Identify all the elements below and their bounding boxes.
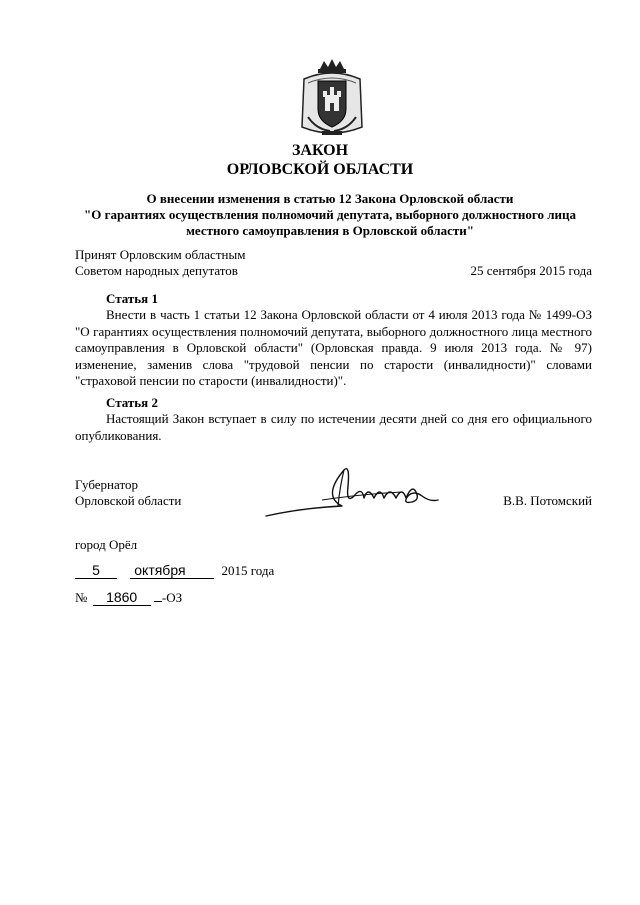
adoption-line-2: Советом народных депутатов (75, 263, 238, 278)
article-2-heading: Статья 2 (106, 395, 158, 410)
city-label: город Орёл (75, 537, 138, 552)
signatory-title-1: Губернатор (75, 477, 138, 492)
subject-line-1: О внесении изменения в статью 12 Закона Орловской области (146, 191, 514, 206)
law-number-row (75, 589, 275, 606)
adoption-date: 25 сентября 2015 года (470, 263, 592, 278)
signing-month: октября (130, 562, 214, 579)
law-title: ЗАКОН (291, 142, 349, 159)
number-gap (154, 601, 162, 602)
signatory-name: В.В. Потомский (503, 493, 592, 508)
signatory-title-2: Орловской области (75, 493, 182, 508)
region-title: ОРЛОВСКОЙ ОБЛАСТИ (226, 161, 414, 178)
signing-year: 2015 года (221, 563, 275, 578)
number-suffix: -ОЗ (161, 590, 183, 605)
number-sign: № (75, 590, 88, 605)
article-2-text: Настоящий Закон вступает в силу по истечении десяти дней со дня его официального опубликования. (75, 411, 592, 443)
adoption-line-1: Принят Орловским областным (75, 247, 246, 262)
article-1-text: Внести в часть 1 статьи 12 Закона Орловской области от 4 июля 2013 года № 1499-ОЗ "О гарантиях осуществления полномочий депутата, выборного должностного лица местного самоуправления в Орловской области" (Орловская правда. 9 июля 2013 года. № 97) изменение, заменив слова "трудовой пенсии по старости (инвалидности)" словами "страховой пенсии по старости (инвалидности)". (75, 307, 592, 388)
article-1-heading: Статья 1 (106, 291, 158, 306)
signing-day: 5 (75, 562, 117, 579)
signing-date-row (75, 562, 275, 579)
law-number: 1860 (93, 589, 151, 606)
handwritten-signature-icon (262, 456, 448, 520)
coat-of-arms-icon (296, 57, 368, 139)
subject-line-2: "О гарантиях осуществления полномочий депутата, выборного должностного лица (84, 207, 576, 222)
subject-line-3: местного самоуправления в Орловской области" (186, 223, 474, 238)
